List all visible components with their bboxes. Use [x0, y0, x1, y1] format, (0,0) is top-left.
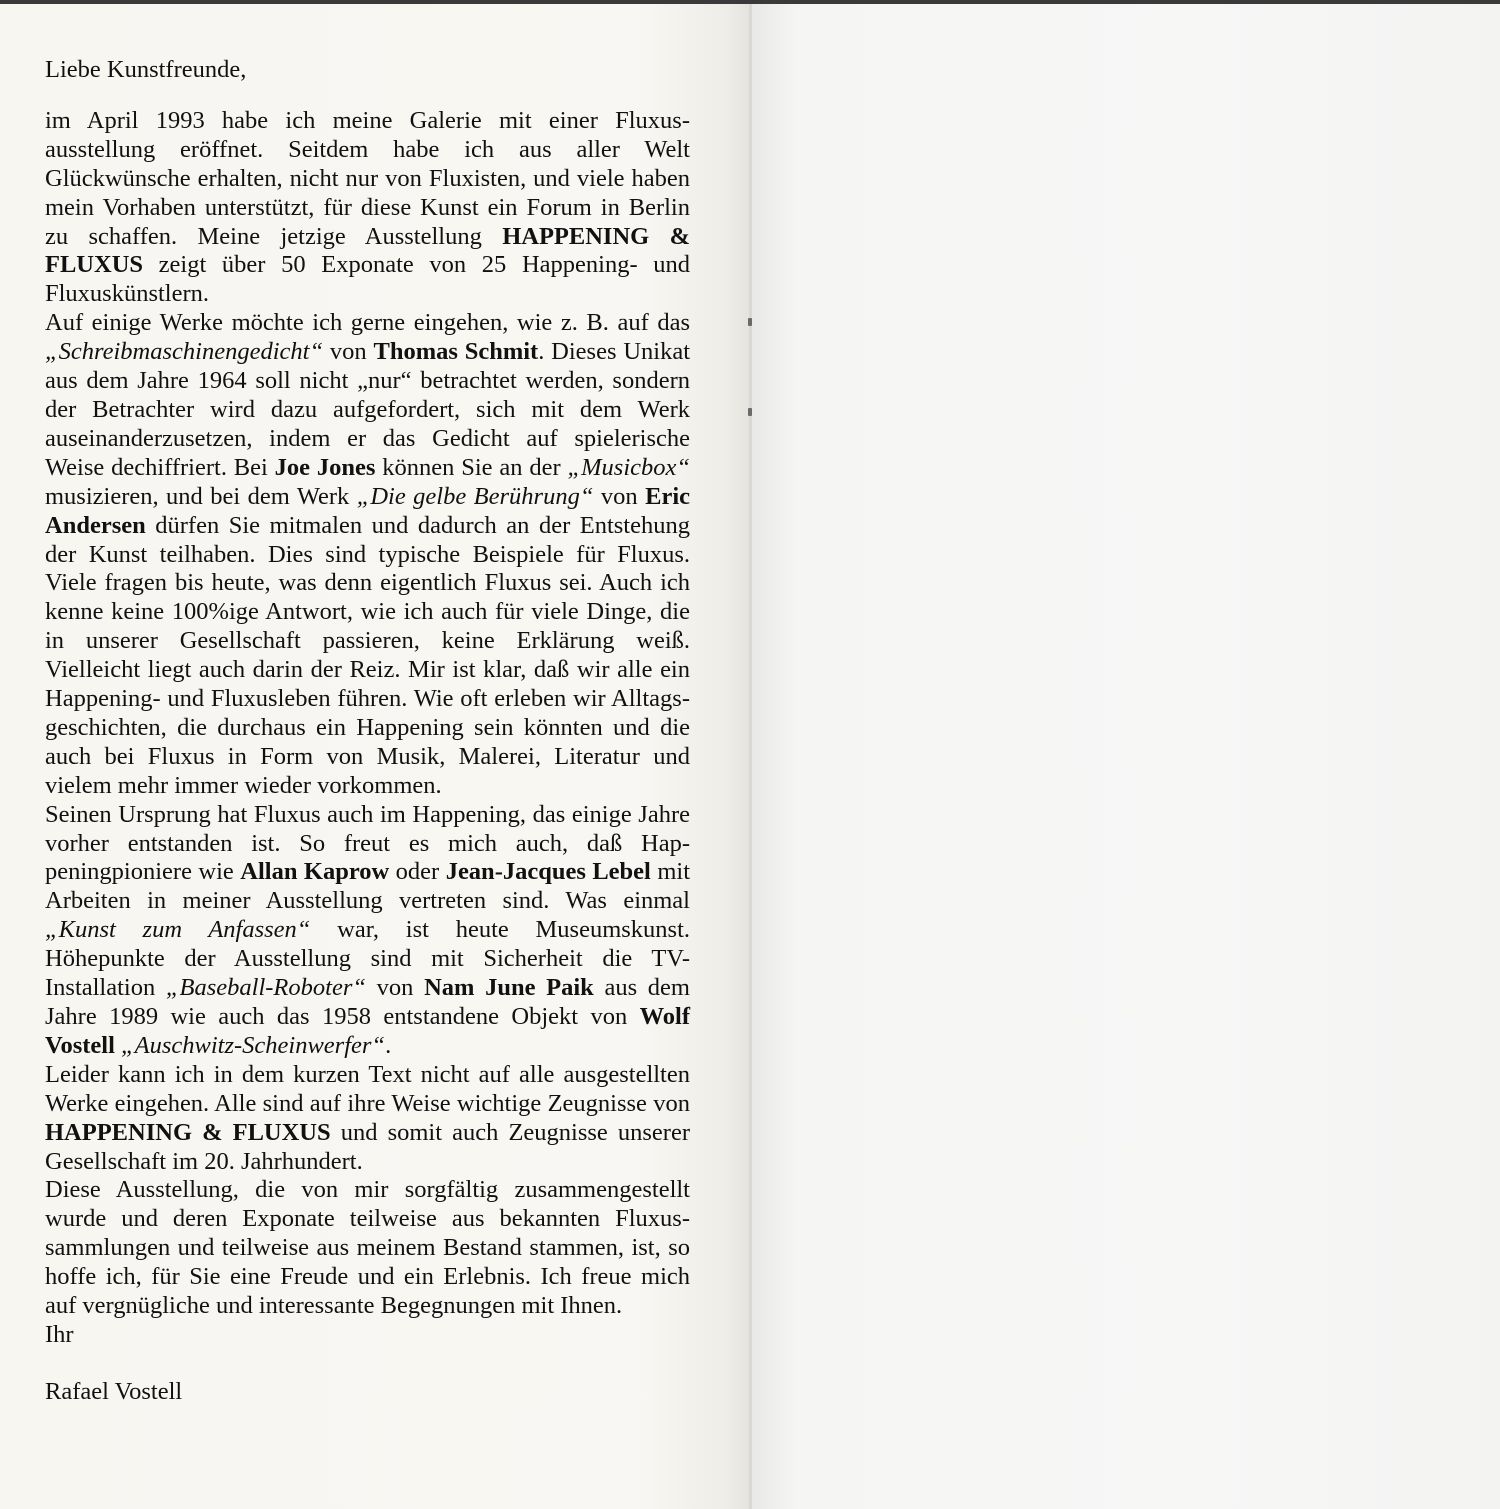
paragraph-2-text-b: von [323, 338, 374, 366]
paragraph-1-text-a: im April 1993 habe ich meine Galerie mit einer Fluxusausstellung eröffnet. Seitdem habe ich aus aller Welt Glückwünsche erhalten, nicht nur von Fluxisten, und viele haben mein Vorhaben unterstützt, für diese Kunst ein Forum in Berlin zu schaffen. Meine jetzige Ausstellung [45, 106, 690, 250]
letter-body [45, 56, 690, 1407]
left-page [0, 4, 750, 1509]
paragraph-4-text-a: Leider kann ich in dem kurzen Text nicht auf alle ausgestellten Werke eingehen. Alle sind auf ihre Weise wichtige Zeugnisse von [45, 1060, 690, 1117]
closing: Ihr [45, 1320, 74, 1348]
work-title: „Musicbox“ [567, 453, 690, 481]
paragraph-3-text-a: Seinen Ursprung hat Fluxus auch im Happening, das einige Jahre vorher entstanden ist. So freut es mich auch, daß Happeningpioniere wie [45, 800, 690, 886]
artist-name: Joe Jones [274, 453, 376, 481]
paragraph-3-text-c: mit Arbeiten in meiner Ausstellung vertreten sind. Was einmal [45, 858, 691, 915]
exhibition-title: HAPPENING & FLUXUS [45, 222, 690, 279]
artist-name: Eric Andersen [45, 482, 691, 539]
artist-name: Thomas Schmit [373, 338, 539, 366]
paragraph-2-text-d: können Sie an der [375, 453, 568, 481]
exhibition-title: HAPPENING & FLUXUS [45, 1118, 331, 1146]
signature: Rafael Vostell [45, 1377, 183, 1405]
paragraph-4-text-c: und somit auch Zeugnisse unserer Gesellschaft im 20. Jahrhundert. [45, 1118, 690, 1175]
paragraph-2-text-g: dürfen Sie mitmalen und dadurch an der Entstehung der Kunst teilhaben. Dies sind typische Beispiele für Fluxus. Viele fragen bis heute, was denn eigentlich Fluxus sei. Auch ich kenne keine 100%ige Antwort, wie ich auch für viele Dinge, die in unserer Gesellschaft passieren, keine Erklärung weiß. Vielleicht liegt auch darin der Reiz. Mir ist klar, daß wir alle ein Happening- und Fluxusleben führen. Wie oft erleben wir Alltagsgeschichten, die durchaus ein Happening sein könnten und die auch bei Fluxus in Form von Musik, Malerei, Literatur und vielem mehr immer wieder vorkommen. [45, 511, 690, 799]
paragraph-3-text-h: . [385, 1031, 392, 1059]
paragraph-3-text-b: oder [389, 858, 446, 886]
paragraph-2-text-f: von [593, 482, 646, 510]
artist-name: Nam June Paik [424, 974, 594, 1002]
artist-name: Allan Kaprow [240, 858, 390, 886]
work-title: „Baseball-Roboter“ [165, 974, 366, 1002]
signature-spacer [45, 1350, 690, 1378]
paragraph-3-text-f: aus dem Jahre 1989 wie auch das 1958 entstandene Objekt von [45, 974, 690, 1030]
paragraph-1-text-c: zeigt über 50 Exponate von 25 Happening- und Fluxuskünstlern. [45, 251, 690, 308]
work-title: „Auschwitz-Scheinwerfer“ [121, 1031, 386, 1059]
artist-name: Wolf Vostell [45, 1003, 690, 1059]
paragraph-4 [45, 1061, 690, 1177]
artist-name: Jean-Jacques Lebel [445, 858, 651, 886]
work-title: „Kunst zum Anfassen“ [45, 916, 311, 944]
paragraph-2-text-c: . Dieses Unikat aus dem Jahre 1964 soll nicht „nur“ betrachtet werden, sondern der Betrachter wird dazu aufgefordert, sich mit dem Werk auseinanderzusetzen, indem er das Gedicht auf spielerische Weise dechiffriert. Bei [45, 338, 691, 481]
paragraph-3 [45, 801, 690, 1061]
paragraph-3-text-e: von [366, 974, 425, 1002]
paragraph-1 [45, 107, 690, 309]
paragraph-2-text-a: Auf einige Werke möchte ich gerne eingehen, wie z. B. auf das [45, 309, 690, 337]
work-title: „Die gelbe Berührung“ [356, 482, 594, 510]
right-page-blank [752, 4, 1500, 1509]
work-title: „Schreibmaschinengedicht“ [45, 338, 324, 366]
paragraph-2 [45, 309, 690, 800]
paragraph-5: Diese Ausstellung, die von mir sorgfältig zusammengestellt wurde und deren Exponate teilweise aus bekannten Fluxussammlungen und teilweise aus meinem Bestand stammen, ist, so hoffe ich, für Sie eine Freude und ein Erlebnis. Ich freue mich auf vergnügliche und interessante Begegnungen mit Ihnen. [45, 1176, 690, 1320]
paragraph-2-text-e: musizieren, und bei dem Werk [45, 482, 357, 510]
paragraph-3-text-d: war, ist heute Museumskunst. Höhepunkte der Ausstellung sind mit Sicherheit die TV-Installation [45, 916, 691, 1002]
salutation: Liebe Kunstfreunde, [45, 56, 247, 83]
